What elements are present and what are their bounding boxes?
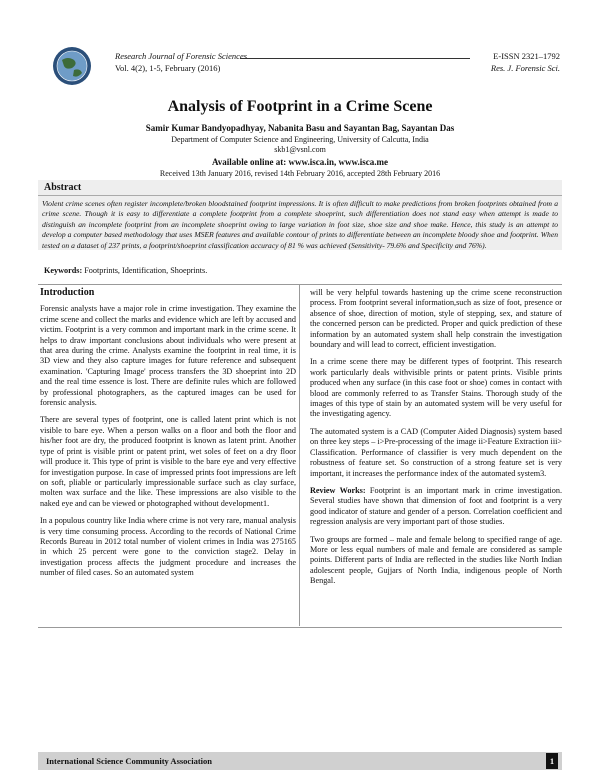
journal-info: [115, 50, 247, 74]
keywords-text: Footprints, Identification, Shoeprints.: [82, 266, 208, 275]
footer-association: International Science Community Association: [46, 756, 212, 766]
body-paragraph: The automated system is a CAD (Computer Aided Diagnosis) system based on three key steps – i>Pre-processing of the image ii>Feature Extraction iii> Classification. Performance of classifier is very much dependent on the robustness of feature set. So construction of a strong feature set is very important, it increases the performance index of the automated system3.: [310, 426, 562, 478]
paper-authors: Samir Kumar Bandyopadhyay, Nabanita Basu and Sayantan Bag, Sayantan Das: [145, 123, 455, 133]
affiliation: Department of Computer Science and Engineering, University of Calcutta, India: [171, 135, 429, 144]
intro-paragraph: There are several types of footprint, one is called latent print which is not visible to bare eye. When a person walks on a floor and both the floor and his/her foot are dry, the produced footprint is known as latent print. Another type of print is visible print or patent print, wet soles of feet on a dry floor will produce it. This type of print is visible to the bare eye and very effective for investigation purpose. In case of impressed prints foot impressions are left on soft, pliable or particularly impressionable surface such as clay surface, molten wax surface and the like. These impressions are also visible to the naked eye and can be viewed or photographed without development1.: [40, 415, 296, 508]
journal-name: Research Journal of Forensic Sciences: [115, 51, 248, 61]
received-dates: Received 13th January 2016, revised 14th February 2016, accepted 28th February 2016: [159, 169, 441, 178]
journal-abbrev: Res. J. Forensic Sci.: [490, 63, 560, 73]
paper-title: Analysis of Footprint in a Crime Scene: [167, 98, 433, 115]
review-works-label: Review Works:: [310, 485, 366, 495]
isca-globe-logo-icon: [52, 46, 92, 86]
intro-paragraph: Forensic analysts have a major role in crime investigation. They examine the crime scene and collect the marks and evidence which are left by accused and victim. Footprint is a very common and important mark in the crime scene. It helps to draw important conclusions about individuals who were present at that area during the crime. Analysts examine the footprint in real time, it is 3D view and they also capture images for future reference and subsequent examination. 'Capturing Image' process transfers the 3D shoeprint into 2D and the real time essence is lost. There are definite rules which are followed by professional photographers, as the captured images can be used for forensic analysis.: [40, 304, 296, 408]
keywords: [44, 266, 207, 275]
intro-paragraph: In a populous country like India where crime is not very rare, manual analysis is very time consuming process. According to the records of National Crime Records Bureau in 2012 total number of violent crimes in India was 275165 in which 25 percent were gone to the conviction stage2. Delay in investigation process affects the judgment procedure and increases the number of filed cases. So an automated system: [40, 516, 296, 578]
review-works-text: Footprint is an important mark in crime investigation. Several studies have shown that dimension of foot and footprint is a very good indicator of stature and gender of a person. Correlation coefficient and regression analysis are very important part of those studies.: [310, 485, 562, 527]
keywords-label: Keywords:: [44, 266, 83, 275]
body-paragraph: Two groups are formed – male and female belong to specified range of age. More or less equal numbers of male and female are considered as sample points. Different parts of India are reflected in the studies like North Indian adolescent people, Gujjars of North India, indigenous people of North Bengal.: [310, 534, 562, 586]
journal-header: [52, 46, 560, 92]
body-paragraph: will be very helpful towards hastening up the crime scene reconstruction process. From footprint several information,such as size of foot, presence or absence of shoe, direction of motion, style of stepping, sex, and stature of the concerned person can be predicted. Proper and quick prediction of these information by an automated system shall help constrain the investigation boundary and will lead to correct, efficient investigation.: [310, 288, 562, 350]
abstract-text: Violent crime scenes often register incomplete/broken bloodstained footprint impressions. It is often difficult to make predictions from broken footprints obtained from a crime scene. Though it is easy to differentiate a complete footprint from a complete shoeprint, such differentiation does not stand easy when attempt is made to distinguish an incomplete footprint from an incomplete shoeprint owing to large variation in foot size, shoe size and shoe make. Hence, this study is an attempt to develop a computer based methodology that uses MSER features and available contour of prints to differentiate between an incomplete bloody shoe and footprint. When tested on a dataset of 237 prints, a footprint/shoeprint classification accuracy of 81 % was achieved (Sensitivity- 79.6% and Specificity and 76%).: [42, 199, 558, 250]
body-paragraph: In a crime scene there may be different types of footprint. This research work particularly deals withvisible prints or patent prints. Visible prints produced when any surface (in this case foot or shoe) comes in contact with blood are commonly referred to as Transfer Stains. Thorough study of the images of this type of stain by an automated system will be very useful for the investigating agency.: [310, 357, 562, 419]
eissn: E-ISSN 2321–1792: [493, 51, 560, 61]
introduction-heading: Introduction: [40, 287, 95, 298]
abstract-rule: [38, 195, 562, 196]
review-paragraph: [310, 486, 562, 528]
journal-volume: Vol. 4(2), 1-5, February (2016): [115, 63, 221, 73]
left-column: [40, 288, 296, 586]
page-number: 1: [546, 753, 558, 769]
header-rule: [240, 58, 470, 59]
author-email: skb1@vsnl.com: [274, 145, 326, 154]
online-availability: Available online at: www.isca.in, www.isca.me: [211, 157, 389, 167]
journal-ids: [491, 50, 560, 74]
right-column: [310, 288, 562, 594]
abstract-heading: Abstract: [44, 182, 82, 193]
column-divider: [299, 284, 300, 626]
